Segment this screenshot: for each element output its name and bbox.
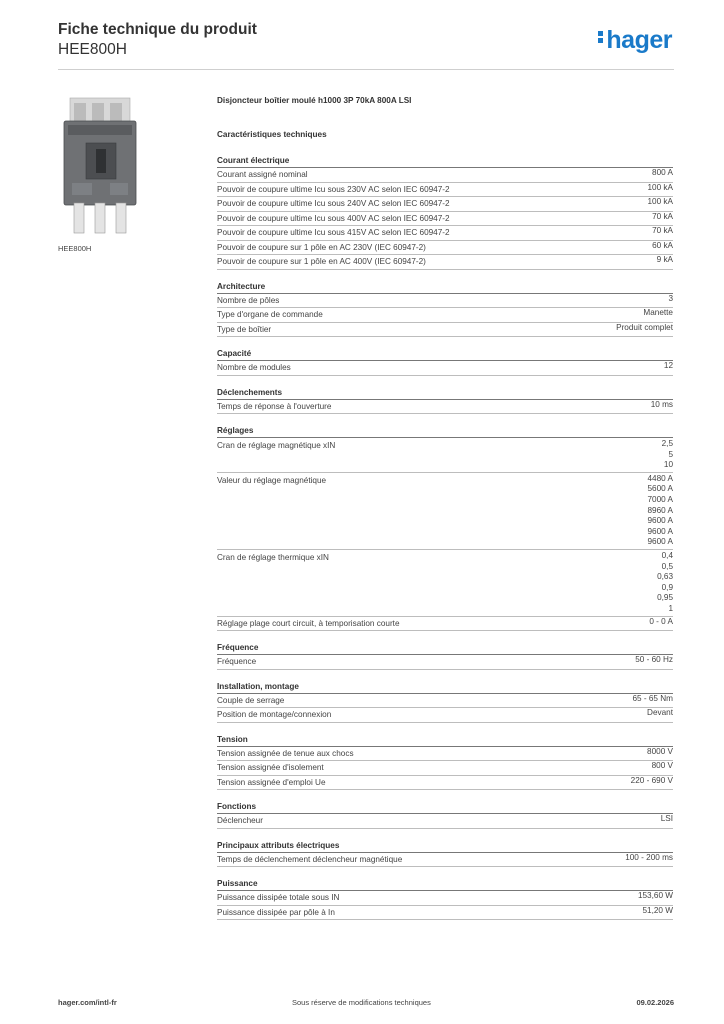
spec-value-line: 8000 V <box>647 746 673 756</box>
spec-value-line: Devant <box>647 708 673 717</box>
spec-label: Cran de réglage magnétique xIN <box>217 441 336 450</box>
spec-value <box>647 747 673 761</box>
spec-value <box>652 226 673 240</box>
spec-row <box>217 361 673 376</box>
spec-row <box>217 853 673 868</box>
spec-value <box>652 761 673 775</box>
hager-logo <box>598 26 672 55</box>
spec-row <box>217 197 673 212</box>
spec-group <box>217 642 673 670</box>
spec-group <box>217 281 673 338</box>
spec-value-line: 70 kA <box>652 226 673 235</box>
spec-value <box>638 891 673 905</box>
logo-colon-icon <box>598 29 604 45</box>
group-title: Courant électrique <box>217 155 673 168</box>
spec-label: Type d'organe de commande <box>217 310 323 319</box>
spec-label: Tension assignée d'isolement <box>217 763 324 772</box>
spec-label: Valeur du réglage magnétique <box>217 475 327 485</box>
spec-value-line: 1 <box>668 603 673 613</box>
spec-value-line: 0,63 <box>657 572 673 582</box>
product-photo <box>58 95 144 237</box>
logo-text: hager <box>606 26 672 54</box>
spec-row <box>217 694 673 709</box>
spec-value-line: 9 kA <box>656 255 673 264</box>
spec-value-line: 153,60 W <box>637 891 673 900</box>
page-header <box>58 20 674 68</box>
spec-row <box>217 308 673 323</box>
spec-group <box>217 348 673 376</box>
spec-value <box>652 168 673 182</box>
spec-value-line: 8960 A <box>647 505 673 515</box>
spec-value-line: 0,5 <box>661 561 673 571</box>
spec-label: Type de boîtier <box>217 324 272 334</box>
spec-value-line: 7000 A <box>647 494 673 504</box>
spec-row <box>217 168 673 183</box>
spec-label: Cran de réglage thermique xIN <box>217 552 329 562</box>
spec-row <box>217 906 673 921</box>
spec-row <box>217 814 673 829</box>
section-title: Caractéristiques techniques <box>217 130 327 139</box>
header-divider <box>58 69 674 70</box>
spec-value-line: 12 <box>663 361 673 370</box>
spec-value <box>643 906 674 920</box>
spec-label: Puissance dissipée par pôle à In <box>217 907 335 917</box>
spec-group <box>217 387 673 415</box>
spec-value-line: 9600 A <box>647 526 673 536</box>
group-title: Fonctions <box>217 801 673 814</box>
spec-value <box>668 294 673 308</box>
spec-group <box>217 878 673 920</box>
spec-row <box>217 747 673 762</box>
spec-value-line: LSI <box>660 814 673 823</box>
spec-row <box>217 212 673 227</box>
spec-label: Courant assigné nominal <box>217 170 308 179</box>
spec-value <box>662 439 673 471</box>
spec-value-line: 5600 A <box>647 484 673 494</box>
spec-row <box>217 473 673 550</box>
spec-label: Pouvoir de coupure ultime Icu sous 240V AC selon IEC 60947-2 <box>217 199 450 208</box>
spec-value-line: 9600 A <box>647 537 673 547</box>
spec-value-line: 10 <box>663 460 673 470</box>
spec-label: Tension assignée d'emploi Ue <box>217 777 326 787</box>
spec-value-line: 65 - 65 Nm <box>632 693 673 703</box>
spec-value-line: 100 kA <box>647 197 673 206</box>
spec-label: Puissance dissipée totale sous IN <box>217 893 340 902</box>
spec-row <box>217 550 673 617</box>
spec-value-line: 2,5 <box>661 439 673 448</box>
spec-content <box>217 96 673 931</box>
spec-label: Position de montage/connexion <box>217 710 332 719</box>
spec-label: Pouvoir de coupure ultime Icu sous 230V AC selon IEC 60947-2 <box>217 184 450 194</box>
spec-value-line: 70 kA <box>652 211 673 221</box>
spec-row <box>217 255 673 270</box>
spec-label: Déclencheur <box>217 816 263 825</box>
spec-value-line: 800 V <box>651 761 673 770</box>
spec-value <box>651 400 673 414</box>
group-title: Fréquence <box>217 642 673 655</box>
spec-value <box>647 708 673 722</box>
spec-row <box>217 617 673 632</box>
group-title: Puissance <box>217 878 673 891</box>
spec-value <box>648 183 674 197</box>
footer-date: 09.02.2026 <box>636 998 674 1007</box>
spec-value <box>657 255 673 269</box>
spec-label: Temps de réponse à l'ouverture <box>217 401 332 411</box>
spec-group <box>217 840 673 868</box>
spec-label: Nombre de pôles <box>217 295 280 305</box>
document-title: Fiche technique du produit <box>58 21 257 38</box>
group-title: Réglages <box>217 425 673 438</box>
spec-label: Tension assignée de tenue aux chocs <box>217 748 354 758</box>
spec-value-line: 5 <box>668 449 673 459</box>
group-title: Déclenchements <box>217 387 673 400</box>
spec-value-line: 3 <box>668 293 673 303</box>
spec-value <box>625 853 673 867</box>
spec-group <box>217 801 673 829</box>
spec-group <box>217 734 673 791</box>
photo-caption: HEE800H <box>58 244 92 253</box>
spec-row <box>217 294 673 309</box>
spec-value <box>649 617 673 631</box>
spec-value-line: 100 - 200 ms <box>625 852 673 862</box>
spec-value-line: 0,4 <box>661 550 673 560</box>
spec-label: Couple de serrage <box>217 695 285 705</box>
spec-value <box>633 694 674 708</box>
spec-row <box>217 438 673 473</box>
spec-value <box>661 814 673 828</box>
spec-group <box>217 155 673 270</box>
spec-row <box>217 400 673 415</box>
spec-row <box>217 708 673 723</box>
spec-label: Pouvoir de coupure ultime Icu sous 400V AC selon IEC 60947-2 <box>217 213 450 223</box>
group-title: Capacité <box>217 348 673 361</box>
spec-row <box>217 226 673 241</box>
spec-value <box>648 197 674 211</box>
spec-value <box>643 308 673 322</box>
spec-value <box>635 655 673 669</box>
group-title: Tension <box>217 734 673 747</box>
spec-value-line: 60 kA <box>652 240 673 250</box>
spec-row <box>217 323 673 338</box>
spec-value-line: 0,95 <box>657 593 673 603</box>
spec-value-line: 800 A <box>652 168 673 177</box>
product-title: Disjoncteur boîtier moulé h1000 3P 70kA 800A LSI <box>217 96 412 105</box>
spec-value-line: Produit complet <box>616 322 673 332</box>
footer-disclaimer: Sous réserve de modifications techniques <box>292 998 431 1007</box>
spec-label: Pouvoir de coupure sur 1 pôle en AC 230V (IEC 60947-2) <box>217 242 426 252</box>
spec-value <box>631 776 673 790</box>
spec-label: Fréquence <box>217 657 257 666</box>
spec-row <box>217 241 673 256</box>
spec-value <box>657 551 673 615</box>
spec-value-line: 220 - 690 V <box>630 775 673 785</box>
group-title: Architecture <box>217 281 673 294</box>
product-reference: HEE800H <box>58 41 127 58</box>
spec-value-line: Manette <box>643 308 673 317</box>
spec-value-line: 0 - 0 A <box>649 616 673 626</box>
spec-value-line: 100 kA <box>647 182 673 192</box>
spec-value <box>648 474 674 548</box>
spec-groups <box>217 155 673 920</box>
spec-label: Réglage plage court circuit, à temporisation courte <box>217 618 400 628</box>
group-title: Principaux attributs électriques <box>217 840 673 853</box>
spec-label: Temps de déclenchement déclencheur magnétique <box>217 854 403 864</box>
spec-value <box>664 361 673 375</box>
spec-row <box>217 761 673 776</box>
spec-row <box>217 655 673 670</box>
spec-value-line: 10 ms <box>650 399 673 409</box>
spec-value-line: 51,20 W <box>642 905 673 915</box>
spec-value-line: 9600 A <box>647 516 673 526</box>
spec-value-line: 0,9 <box>661 582 673 592</box>
spec-row <box>217 183 673 198</box>
spec-value-line: 4480 A <box>647 473 673 483</box>
spec-group <box>217 425 673 631</box>
spec-value-line: 50 - 60 Hz <box>635 655 673 664</box>
spec-group <box>217 681 673 723</box>
spec-row <box>217 891 673 906</box>
group-title: Installation, montage <box>217 681 673 694</box>
spec-label: Nombre de modules <box>217 363 291 372</box>
spec-label: Pouvoir de coupure sur 1 pôle en AC 400V (IEC 60947-2) <box>217 257 426 266</box>
footer-website: hager.com/intl-fr <box>58 998 117 1007</box>
spec-value <box>616 323 673 337</box>
spec-value <box>652 241 673 255</box>
spec-row <box>217 776 673 791</box>
spec-label: Pouvoir de coupure ultime Icu sous 415V AC selon IEC 60947-2 <box>217 228 450 237</box>
spec-value <box>652 212 673 226</box>
